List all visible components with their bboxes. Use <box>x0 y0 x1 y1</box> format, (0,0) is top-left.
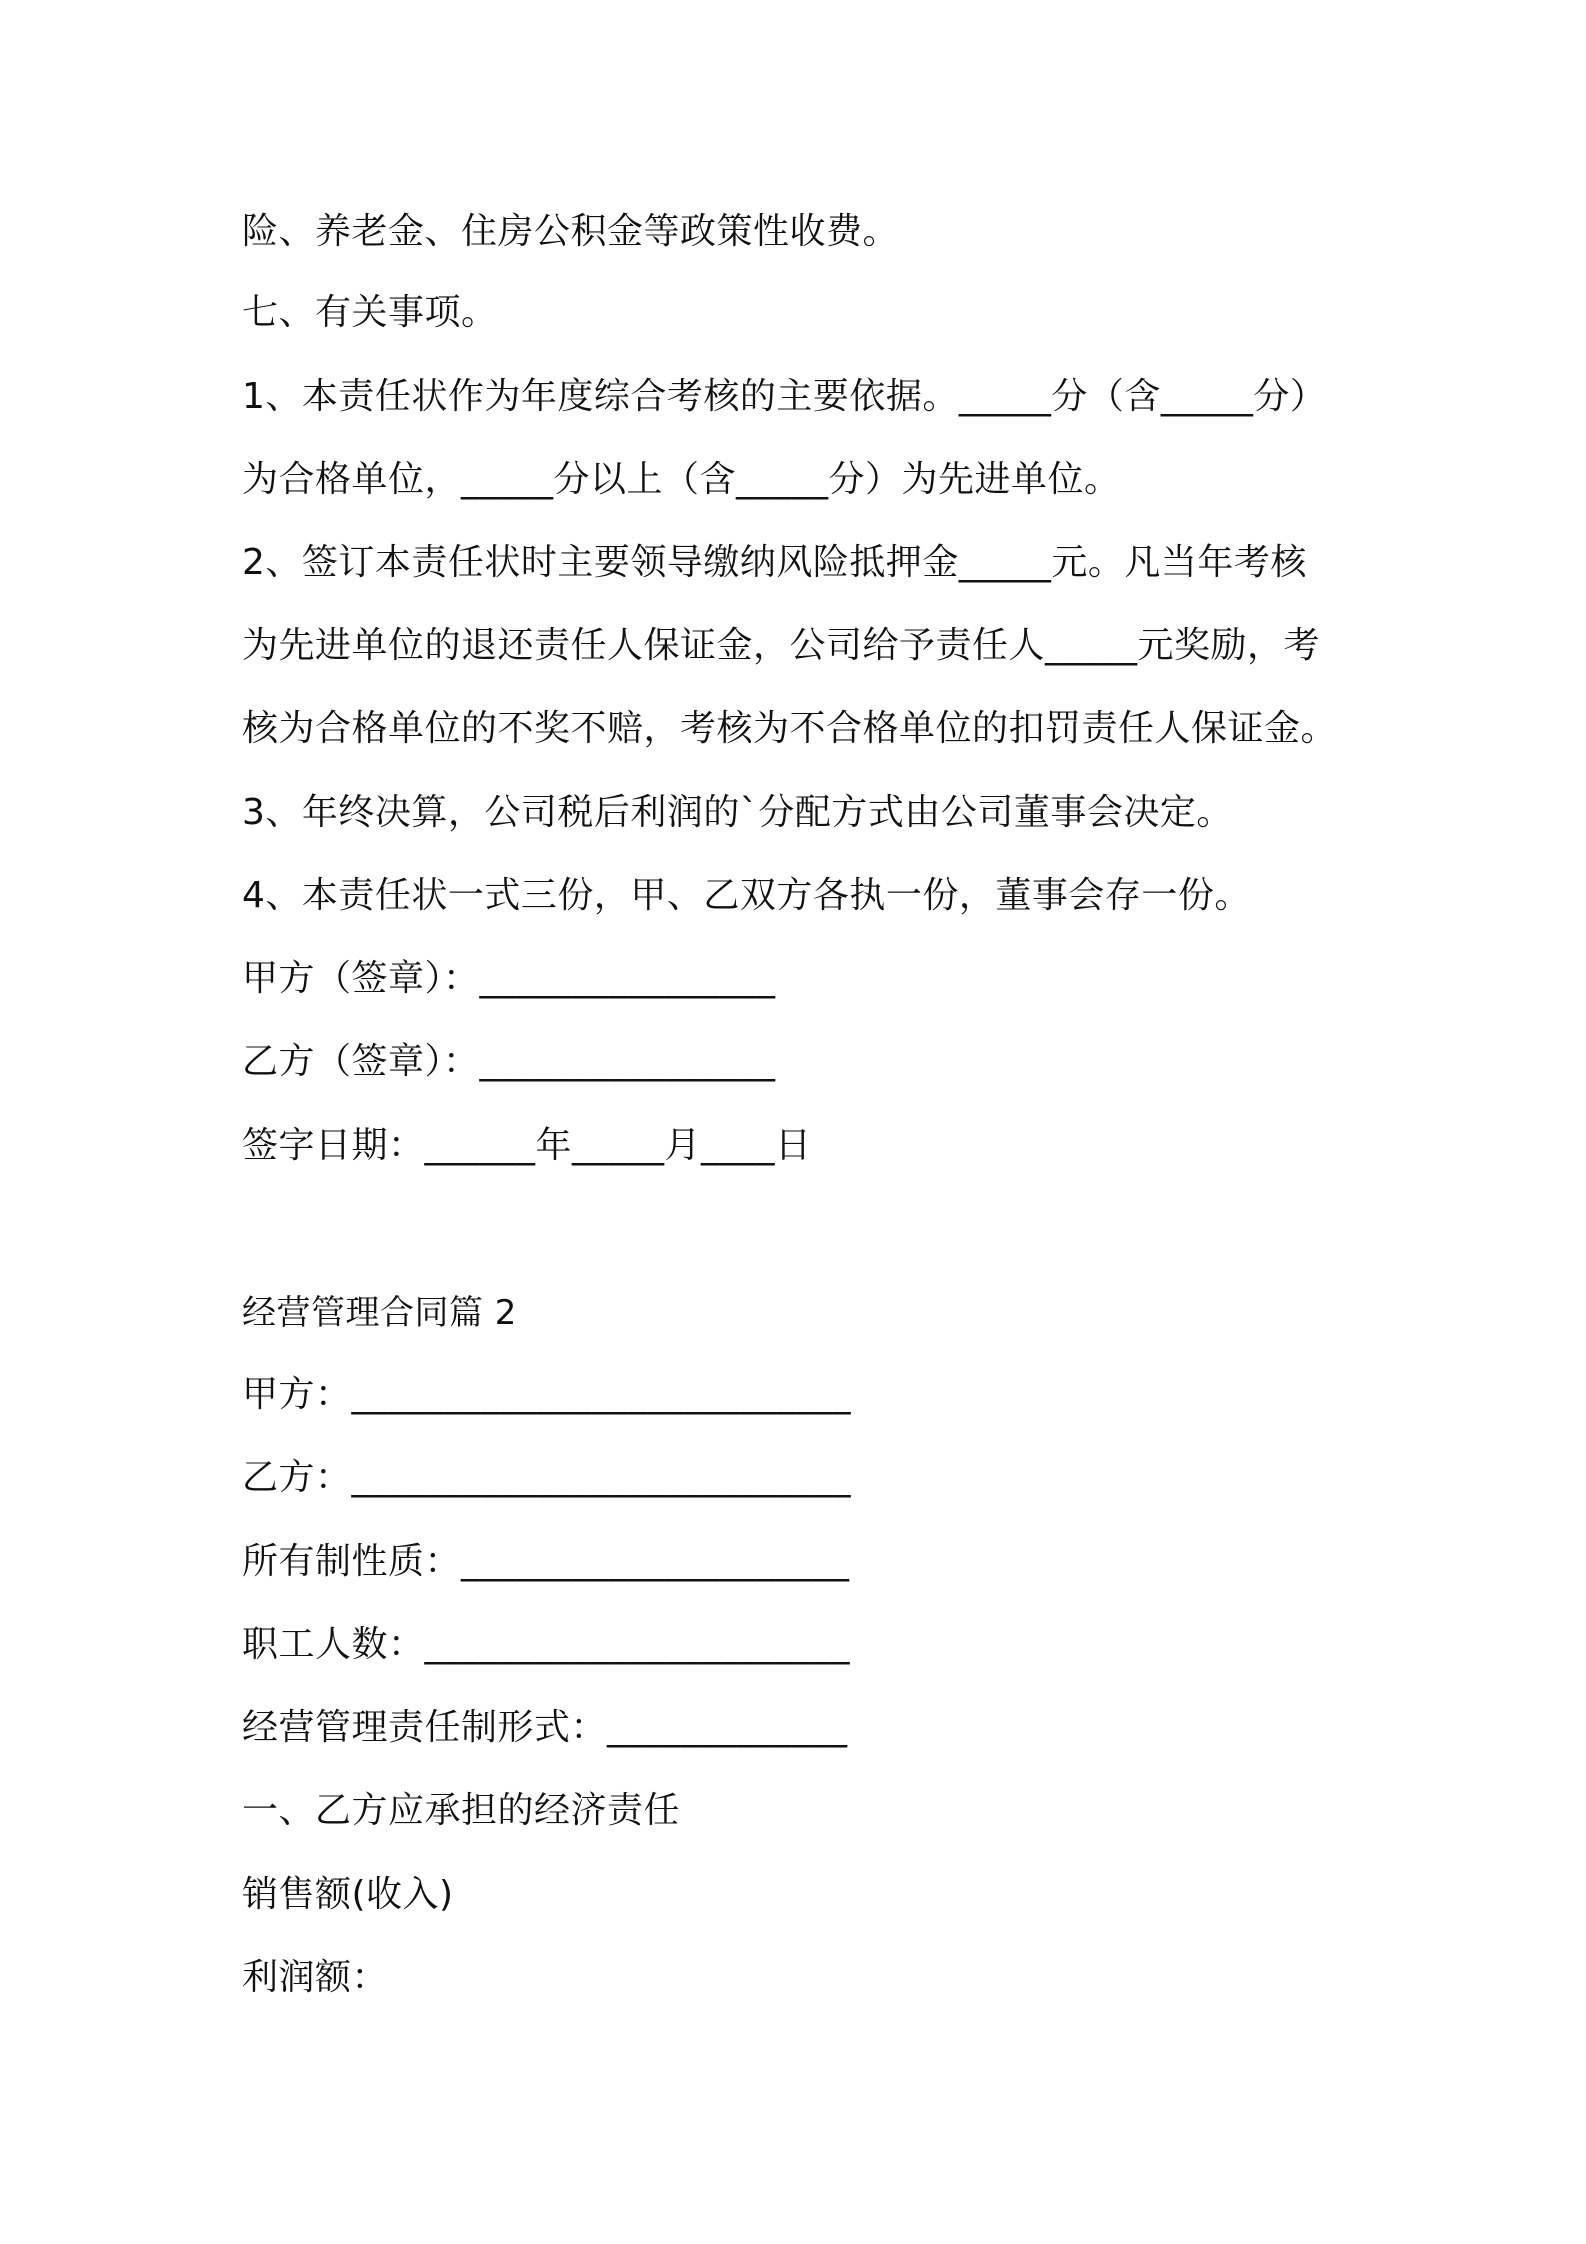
text-line-insurance-fees: 险、养老金、住房公积金等政策性收费。 <box>242 211 900 252</box>
ownership-nature-field: 所有制性质：_____________________ <box>242 1541 850 1582</box>
text-line-item-3: 3、年终决算，公司税后利润的`分配方式由公司董事会决定。 <box>242 792 1233 833</box>
text-line-item-2c: 核为合格单位的不奖不赔，考核为不合格单位的扣罚责任人保证金。 <box>242 708 1338 749</box>
text-line-item-1a: 1、本责任状作为年度综合考核的主要依据。_____分（含_____分） <box>242 376 1327 417</box>
party-b-field: 乙方：___________________________ <box>242 1457 852 1498</box>
heading-economic-responsibility: 一、乙方应承担的经济责任 <box>242 1790 681 1831</box>
employee-count-field: 职工人数：_______________________ <box>242 1624 851 1665</box>
text-line-item-2a: 2、签订本责任状时主要领导缴纳风险抵押金_____元。凡当年考核 <box>242 542 1307 583</box>
text-line-item-1b: 为合格单位，_____分以上（含_____分）为先进单位。 <box>242 459 1121 500</box>
heading-related-matters: 七、有关事项。 <box>242 292 498 333</box>
party-b-signature-field: 乙方（签章）：________________ <box>242 1041 776 1082</box>
sales-revenue-label: 销售额(收入) <box>242 1874 454 1915</box>
profit-amount-label: 利润额： <box>242 1957 389 1998</box>
section-title: 经营管理合同篇 2 <box>242 1293 517 1333</box>
text-line-item-2b: 为先进单位的退还责任人保证金，公司给予责任人_____元奖励，考 <box>242 625 1321 666</box>
signing-date-field: 签字日期：______年_____月____日 <box>242 1125 812 1166</box>
text-line-item-4: 4、本责任状一式三份，甲、乙双方各执一份，董事会存一份。 <box>242 875 1251 916</box>
party-a-signature-field: 甲方（签章）：________________ <box>242 958 776 999</box>
party-a-field: 甲方：___________________________ <box>242 1374 852 1415</box>
responsibility-form-field: 经营管理责任制形式：_____________ <box>242 1707 848 1748</box>
